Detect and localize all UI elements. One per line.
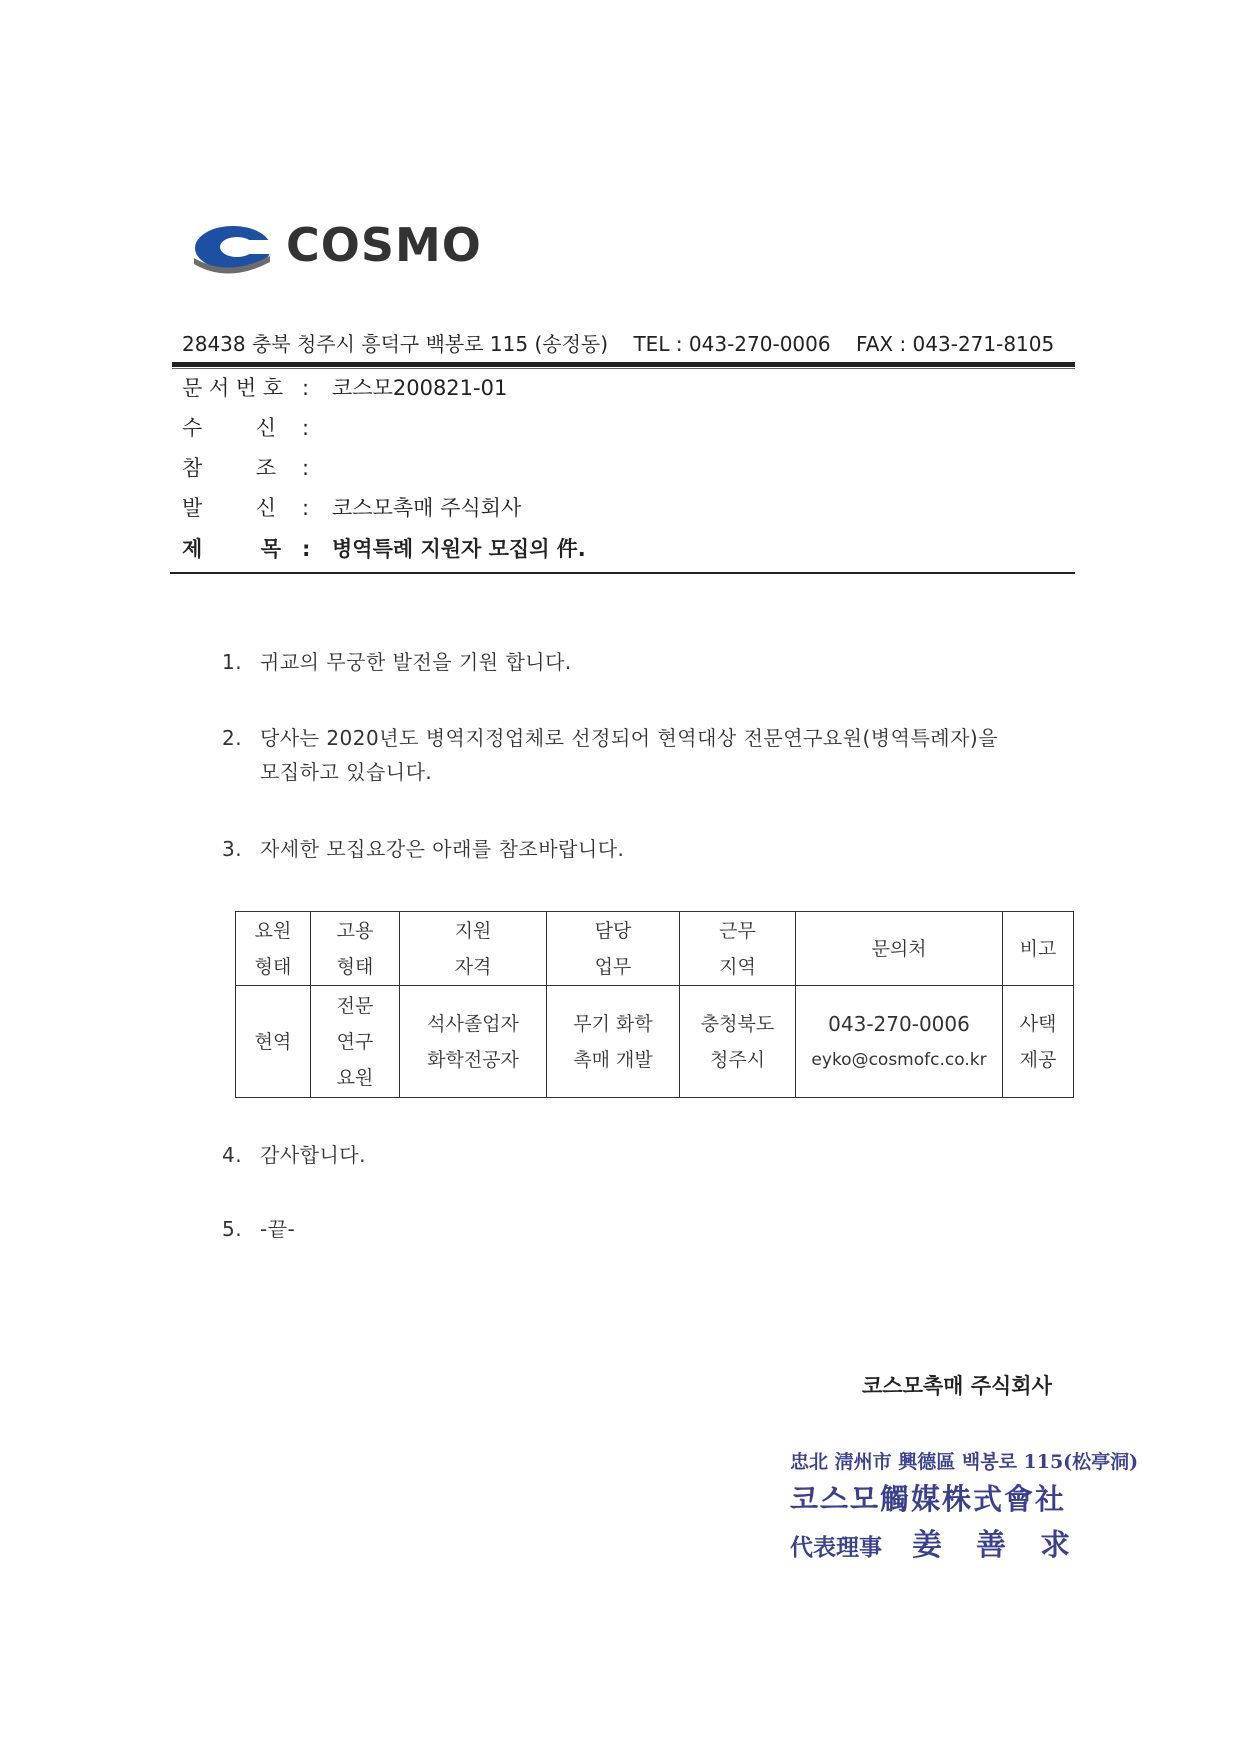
paragraph-number: 3. <box>222 837 243 861</box>
colon: : <box>302 416 310 440</box>
table-header-row <box>236 912 1074 986</box>
paragraph-number: 1. <box>222 650 243 674</box>
paragraph-number: 5. <box>222 1217 243 1241</box>
paragraph-text: 당사는 2020년도 병역지정업체로 선정되어 현역대상 전문연구요원(병역특례자)을 <box>260 726 999 750</box>
header-cell-duty: 담당 업무 <box>547 912 680 986</box>
cell-location: 충청북도 청주시 <box>680 986 796 1098</box>
doc-number-label: 문 서 번 호 <box>182 376 284 400</box>
paragraph-text: 감사합니다. <box>260 1143 366 1167</box>
header-cell-location: 근무 지역 <box>680 912 796 986</box>
colon: : <box>302 376 310 400</box>
paragraph-2 <box>222 721 998 789</box>
paragraph-5 <box>222 1212 295 1246</box>
paragraph-continuation: 모집하고 있습니다. <box>260 760 433 784</box>
recipient-label: 수 신 <box>182 416 276 440</box>
fax: FAX : 043-271-8105 <box>856 332 1055 356</box>
paragraph-text: 자세한 모집요강은 아래를 참조바랍니다. <box>260 837 625 861</box>
sender-row <box>182 492 521 522</box>
paragraph-text: -끝- <box>260 1217 296 1241</box>
logo-text: COSMO <box>286 218 482 272</box>
cell-qualification: 석사졸업자 화학전공자 <box>400 986 547 1098</box>
header-divider-thin <box>172 368 1075 369</box>
colon: : <box>302 456 310 480</box>
cell-type: 현역 <box>236 986 311 1098</box>
header-cell-contact: 문의처 <box>796 912 1003 986</box>
paragraph-number: 2. <box>222 726 243 750</box>
stamp-address: 忠北 淸州市 興德區 백봉로 115(松亭洞) <box>790 1451 1139 1473</box>
stamp-name: 姜善求 <box>912 1528 1104 1563</box>
recipient-row <box>182 412 332 442</box>
stamp-title: 代表理事 <box>790 1534 882 1561</box>
header-divider-thick <box>172 362 1075 367</box>
telephone: TEL : 043-270-0006 <box>633 332 831 356</box>
letterhead-address-line <box>182 328 1054 357</box>
cell-note: 사택 제공 <box>1003 986 1074 1098</box>
paragraph-1 <box>222 645 572 679</box>
colon: : <box>302 537 311 561</box>
table-row <box>236 986 1074 1098</box>
subject-divider <box>170 572 1075 574</box>
doc-number-row <box>182 372 507 402</box>
colon: : <box>302 496 310 520</box>
sender-value: 코스모촉매 주식회사 <box>332 496 522 520</box>
header-cell-employment: 고용 형태 <box>311 912 400 986</box>
stamp-company-name: 코스모觸媒株式會社 <box>790 1482 1067 1516</box>
sender-label: 발 신 <box>182 496 276 520</box>
reference-label: 참 조 <box>182 456 276 480</box>
stamp-representative <box>790 1520 1104 1564</box>
company-signature: 코스모촉매 주식회사 <box>862 1374 1052 1398</box>
subject-row <box>182 533 586 563</box>
cell-duty: 무기 화학 촉매 개발 <box>547 986 680 1098</box>
doc-number-value: 코스모200821-01 <box>332 376 508 400</box>
cell-contact: 043-270-0006 eyko@cosmofc.co.kr <box>796 986 1003 1098</box>
address: 28438 충북 청주시 흥덕구 백봉로 115 (송정동) <box>182 332 609 356</box>
paragraph-text: 귀교의 무궁한 발전을 기원 합니다. <box>260 650 572 674</box>
header-cell-qualification: 지원 자격 <box>400 912 547 986</box>
cell-employment: 전문 연구 요원 <box>311 986 400 1098</box>
subject-label: 제 목 <box>182 537 282 561</box>
subject-value: 병역특례 지원자 모집의 件. <box>332 537 586 561</box>
recruitment-table <box>235 911 1074 1098</box>
paragraph-number: 4. <box>222 1143 243 1167</box>
header-cell-type: 요원 형태 <box>236 912 311 986</box>
header-cell-note: 비고 <box>1003 912 1074 986</box>
reference-row <box>182 452 332 482</box>
paragraph-3 <box>222 832 624 866</box>
paragraph-4 <box>222 1138 366 1172</box>
